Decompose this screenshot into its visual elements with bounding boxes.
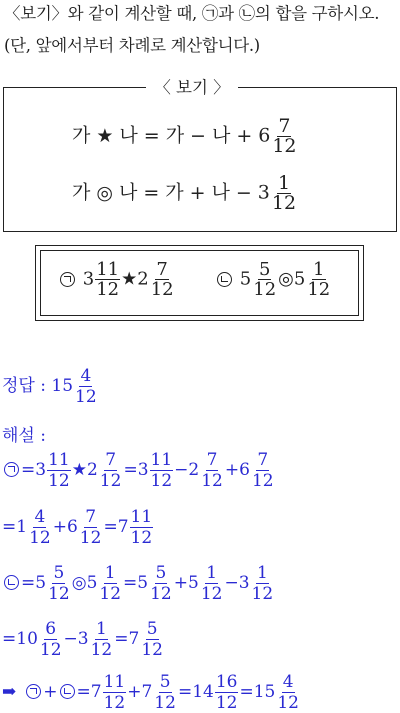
explanation-label: 해설 : <box>2 426 46 446</box>
definition-circle: 가 ◎ 나 = 가 + 나 − 3 $\frac{1}{12}$ <box>72 172 297 214</box>
problem-line: 3 $\frac{11}{12}$ ★2 $\frac{7}{12}$ 5 $\frac{5}{12}$ ◎5 $\frac{1}{12}$ <box>58 260 332 299</box>
definition-title: 〈 보기 〉 <box>146 77 238 99</box>
circled-giyeok-icon <box>60 272 75 287</box>
answer: 정답 : 15 $\frac{4}{12}$ <box>2 366 97 407</box>
explanation-line-3: =5 $\frac{5}{12}$ ◎5 $\frac{1}{12}$ =5 $\frac{5}{12}$ +5 $\frac{1}{12}$ −3 $\frac{1}{12}$ <box>2 563 275 604</box>
circled-giyeok-icon <box>26 684 41 699</box>
circled-nieun-icon <box>4 575 19 590</box>
explanation-line-4: =10 $\frac{6}{12}$ −3 $\frac{1}{12}$ =7 $\frac{5}{12}$ <box>2 619 163 660</box>
explanation-line-1: =3 $\frac{11}{12}$ ★2 $\frac{7}{12}$ =3 $\frac{11}{12}$ −2 $\frac{7}{12}$ +6 $\frac{7}{12}$ <box>2 450 276 491</box>
question-line-1: 〈보기〉와 같이 계산할 때, ㉠과 ㉡의 합을 구하시오. <box>4 4 380 23</box>
circled-nieun-icon <box>217 272 232 287</box>
arrow-right-icon: ➡ <box>2 682 17 702</box>
question-line-2: (단, 앞에서부터 차례로 계산합니다.) <box>4 36 260 55</box>
definition-star: 가 ★ 나 = 가 − 나 + 6 $\frac{7}{12}$ <box>72 115 297 157</box>
explanation-line-2: =1 $\frac{4}{12}$ +6 $\frac{7}{12}$ =7 $\frac{11}{12}$ <box>2 507 153 548</box>
circled-giyeok-icon <box>4 462 19 477</box>
explanation-line-5: ➡ + =7 $\frac{11}{12}$ +7 $\frac{5}{12}$ =14 $\frac{16}{12}$ =15 $\frac{4}{12}$ <box>2 672 299 713</box>
circled-nieun-icon <box>60 684 75 699</box>
